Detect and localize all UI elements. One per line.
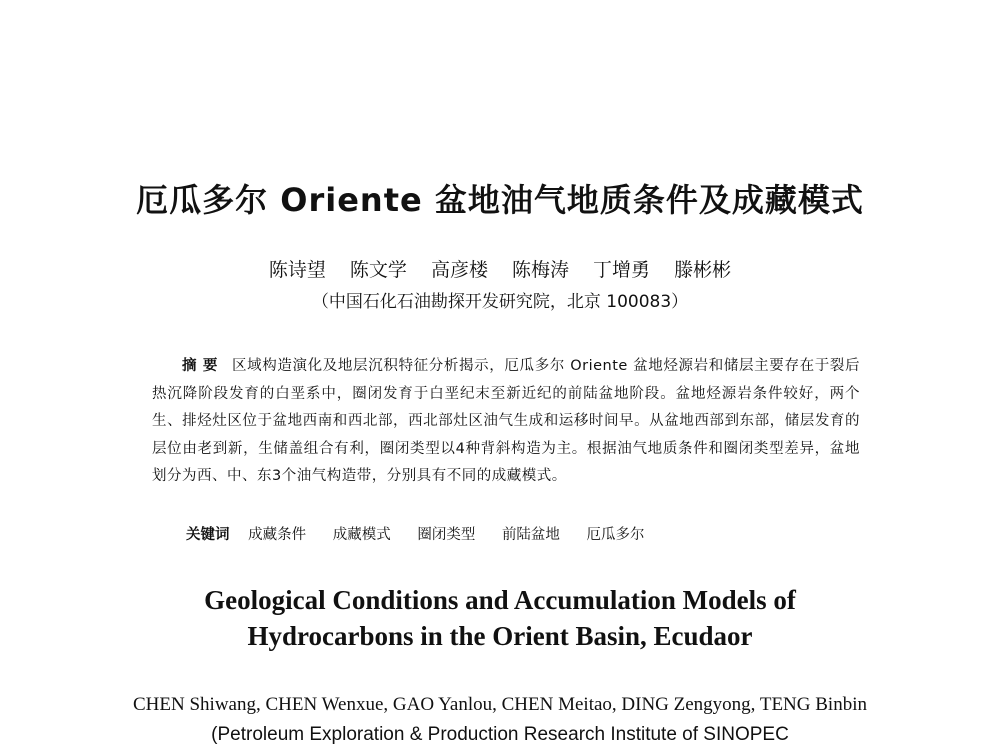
abstract bbox=[152, 353, 860, 491]
english-title bbox=[0, 582, 1000, 654]
chinese-authors: 陈诗望 陈文学 高彦楼 陈梅涛 丁增勇 滕彬彬 bbox=[268, 259, 732, 281]
keyword: 成藏条件 bbox=[248, 527, 307, 543]
english-title-line: Hydrocarbons in the Orient Basin, Ecudaor bbox=[247, 621, 753, 651]
english-title-line: Geological Conditions and Accumulation Models of bbox=[204, 585, 796, 615]
keyword: 圈闭类型 bbox=[417, 527, 476, 543]
keywords bbox=[186, 522, 667, 548]
chinese-affiliation: （中国石化石油勘探开发研究院，北京 100083） bbox=[311, 292, 689, 312]
english-authors: CHEN Shiwang, CHEN Wenxue, GAO Yanlou, CHEN Meitao, DING Zengyong, TENG Binbin bbox=[133, 694, 867, 715]
keyword: 前陆盆地 bbox=[501, 527, 560, 543]
keyword: 厄瓜多尔 bbox=[586, 527, 645, 543]
chinese-title: 厄瓜多尔 Oriente 盆地油气地质条件及成藏模式 bbox=[136, 181, 864, 219]
english-affiliation: (Petroleum Exploration & Production Research Institute of SINOPEC bbox=[211, 724, 789, 745]
abstract-text: 区域构造演化及地层沉积特征分析揭示，厄瓜多尔 Oriente 盆地烃源岩和储层主要存在于裂后热沉降阶段发育的白垩系中，圈闭发育于白垩纪末至新近纪的前陆盆地阶段。盆地烃源岩条件较好，两个生、排烃灶区位于盆地西南和西北部，西北部灶区油气生成和运移时间早。从盆地西部到东部，储层发育的层位由老到新，生储盖组合有利，圈闭类型以4种背斜构造为主。根据油气地质条件和圈闭类型差异，盆地划分为西、中、东3个油气构造带，分别具有不同的成藏模式。 bbox=[152, 358, 860, 484]
abstract-label: 摘 要 bbox=[182, 358, 218, 374]
keywords-label: 关键词 bbox=[186, 527, 230, 543]
keyword: 成藏模式 bbox=[332, 527, 391, 543]
